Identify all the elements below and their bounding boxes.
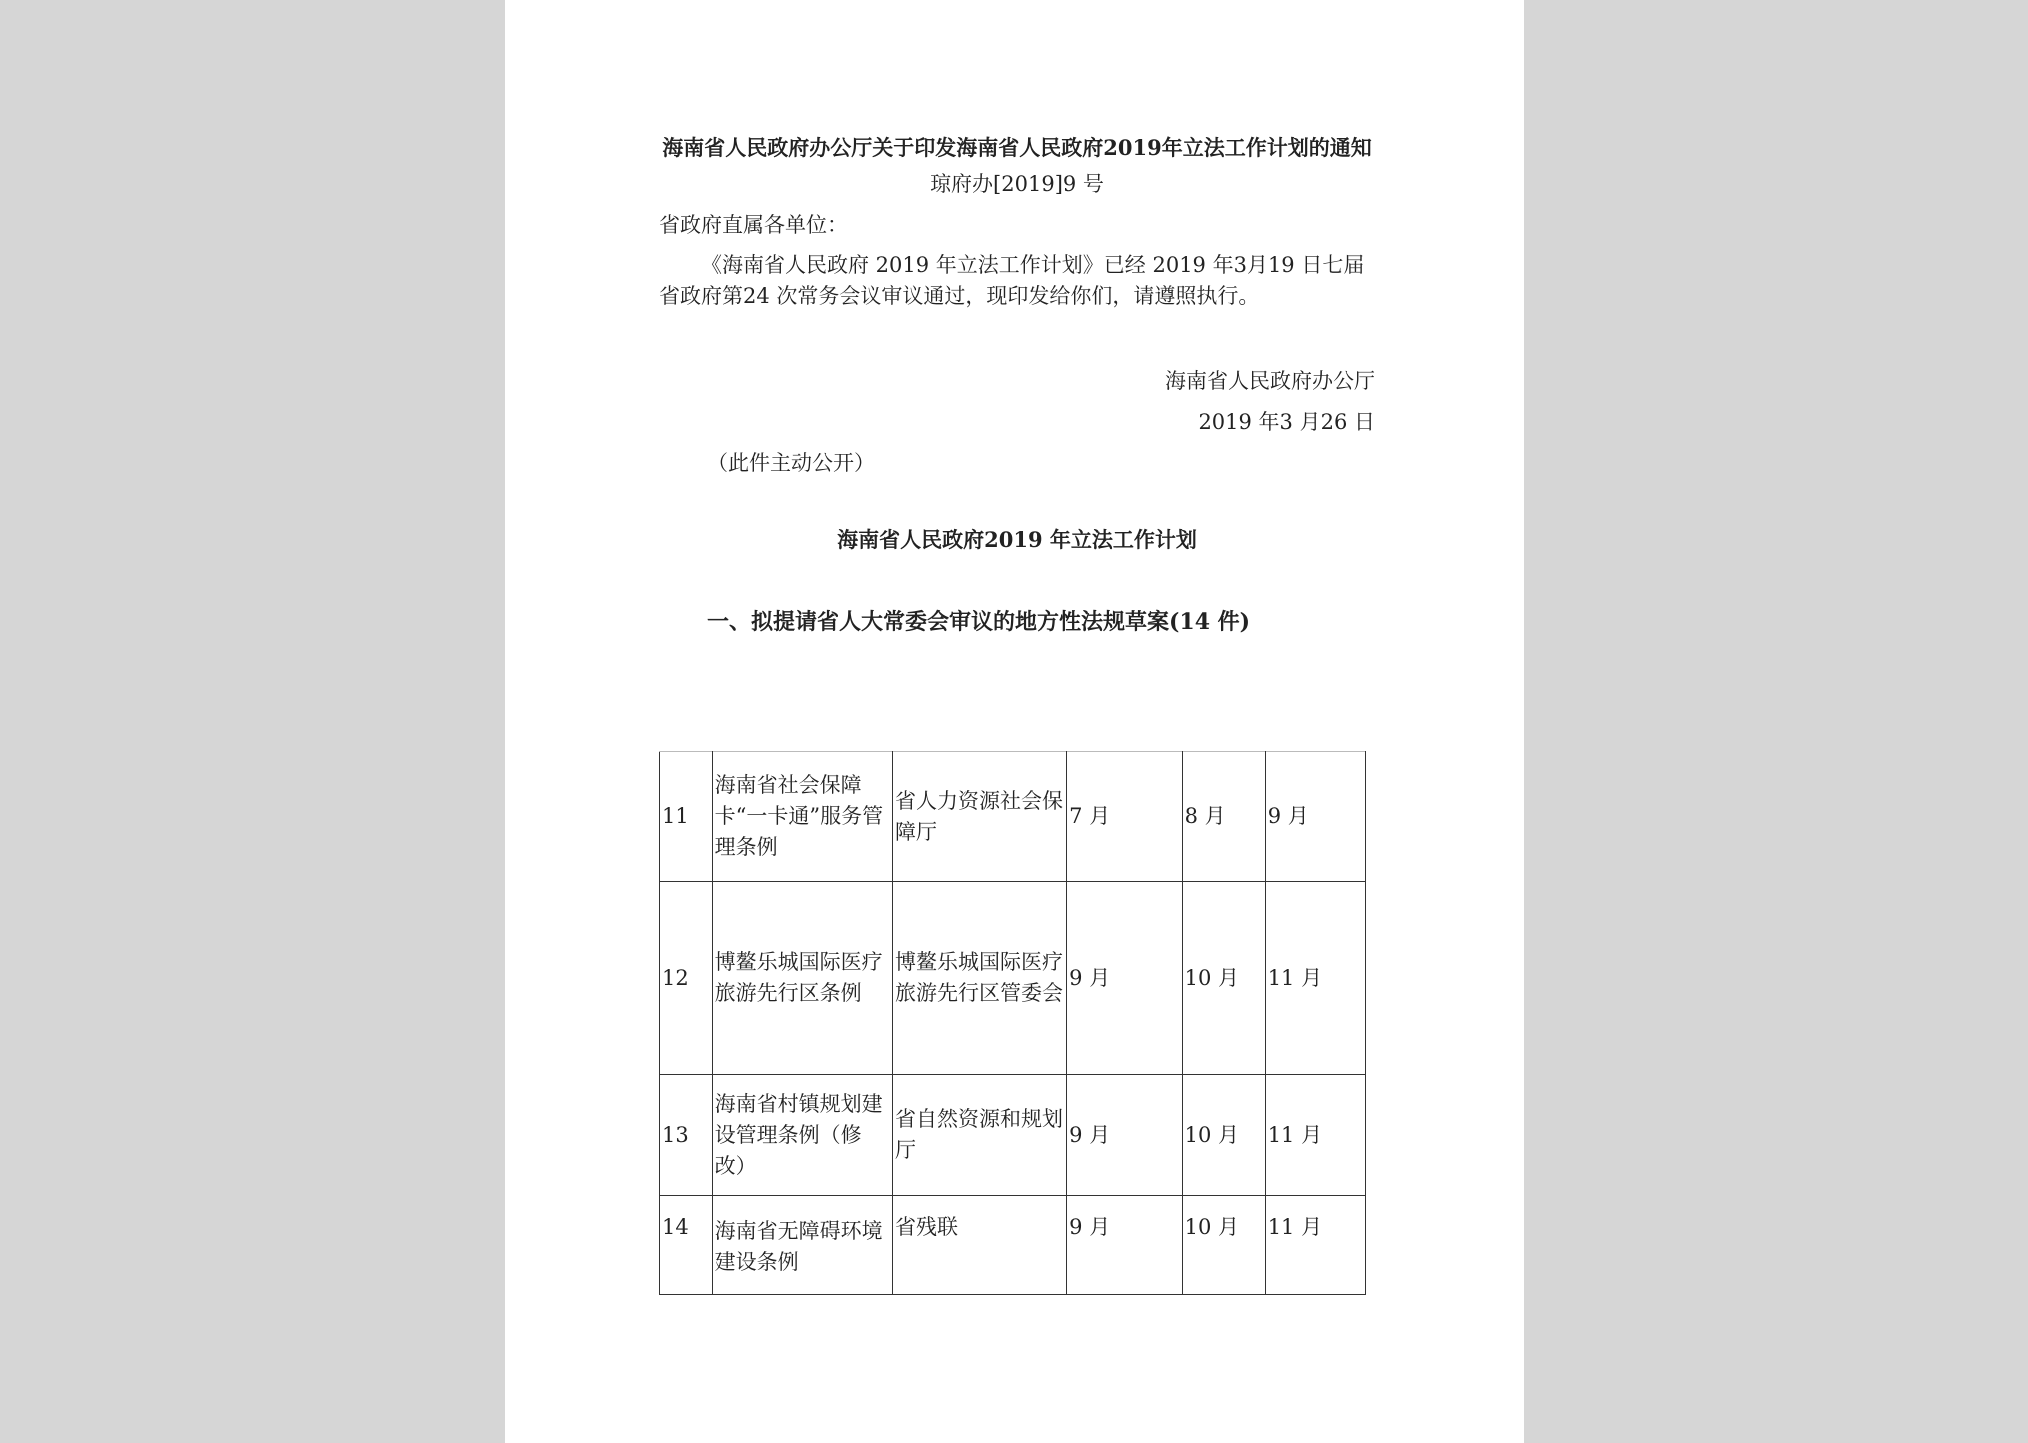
month-1: 7 月 [1067,752,1182,882]
regulation-name: 海南省无障碍环境建设条例 [712,1196,892,1295]
row-number: 13 [660,1075,713,1196]
month-2: 10 月 [1182,1196,1265,1295]
table-row [660,1075,1366,1196]
notice-title: 海南省人民政府办公厅关于印发海南省人民政府2019年立法工作计划的通知 [662,135,1372,160]
month-2: 10 月 [1182,1075,1265,1196]
month-3: 11 月 [1265,882,1365,1075]
month-2: 10 月 [1182,882,1265,1075]
month-3: 9 月 [1265,752,1365,882]
signatory: 海南省人民政府办公厅 [1165,369,1375,393]
row-number: 11 [660,752,713,882]
table-row [660,752,1366,882]
responsible-unit: 省残联 [892,1196,1066,1295]
notice-body: 《海南省人民政府 2019 年立法工作计划》已经 2019 年3月19 日七届省政府第24 次常务会议审议通过，现印发给你们，请遵照执行。 [659,253,1365,308]
responsible-unit: 省自然资源和规划厅 [892,1075,1066,1196]
month-3: 11 月 [1265,1075,1365,1196]
document-number: 琼府办[2019]9 号 [930,172,1104,196]
public-note: （此件主动公开） [707,451,875,475]
row-number: 14 [660,1196,713,1295]
document-page [505,0,1524,1443]
row-number: 12 [660,882,713,1075]
month-1: 9 月 [1067,1075,1182,1196]
regulation-name: 海南省社会保障卡“一卡通”服务管理条例 [712,752,892,882]
table-row [660,1196,1366,1295]
responsible-unit: 省人力资源社会保障厅 [892,752,1066,882]
month-2: 8 月 [1182,752,1265,882]
issue-date: 2019 年3 月26 日 [1198,410,1375,434]
plan-title: 海南省人民政府2019 年立法工作计划 [837,527,1197,552]
legislation-table [659,751,1366,1295]
section-heading: 一、拟提请省人大常委会审议的地方性法规草案(14 件) [707,609,1251,635]
regulation-name: 博鳌乐城国际医疗旅游先行区条例 [712,882,892,1075]
month-3: 11 月 [1265,1196,1365,1295]
addressee: 省政府直属各单位： [659,213,848,237]
notice-content [659,132,1375,638]
month-1: 9 月 [1067,882,1182,1075]
regulation-name: 海南省村镇规划建设管理条例（修改） [712,1075,892,1196]
table-row [660,882,1366,1075]
responsible-unit: 博鳌乐城国际医疗旅游先行区管委会 [892,882,1066,1075]
month-1: 9 月 [1067,1196,1182,1295]
